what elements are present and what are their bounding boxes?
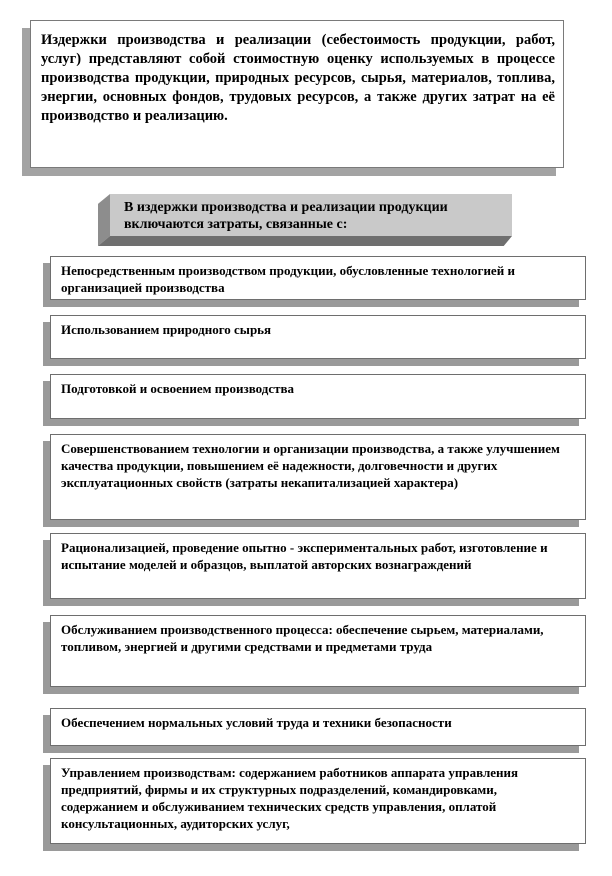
item-text: Подготовкой и освоением производства [61,381,295,396]
header-bottom-face [98,236,512,246]
item-box-production [50,256,586,300]
item-box-preparation [50,374,586,419]
header-line-2: включаются затраты, связанные с: [124,217,348,232]
item-box-management [50,758,586,844]
header-front-face [110,194,512,236]
definition-text: Издержки производства и реализации (себестоимость продукции, работ, услуг) представляют собой стоимостную оценку используемых в процессе производства продукции, природных ресурсов, сырья, материалов, топлива, энергии, основных фондов, трудовых ресурсов, а также других затрат на её производство и реализацию. [41,32,555,124]
header-block [98,194,512,246]
header-line-1: В издержки производства и реализации продукции [124,200,448,215]
item-box-rationalization [50,533,586,599]
item-box-raw-materials [50,315,586,359]
item-text: Рационализацией, проведение опытно - экспериментальных работ, изготовление и испытание моделей и образцов, выплатой авторских вознаграждений [61,540,548,572]
definition-box [30,20,564,168]
item-box-safety [50,708,586,746]
item-box-technology [50,434,586,520]
item-text: Совершенствованием технологии и организации производства, а также улучшением качества продукции, повышением её надежности, долговечности и других эксплуатационных свойств (затраты некапитализацией характера) [61,441,560,490]
item-text: Обслуживанием производственного процесса: обеспечение сырьем, материалами, топливом, энергией и другими средствами и предметами труда [61,622,544,654]
item-text: Использованием природного сырья [61,322,272,337]
item-box-servicing [50,615,586,687]
item-text: Управлением производствам: содержанием работников аппарата управления предприятий, фирмы и их структурных подразделений, командировками, содержанием и обслуживанием технических средств управления, оплатой консультационных, аудиторских услуг, [61,765,519,831]
item-text: Обеспечением нормальных условий труда и техники безопасности [61,715,452,730]
item-text: Непосредственным производством продукции, обусловленные технологией и организацией производства [61,263,515,295]
